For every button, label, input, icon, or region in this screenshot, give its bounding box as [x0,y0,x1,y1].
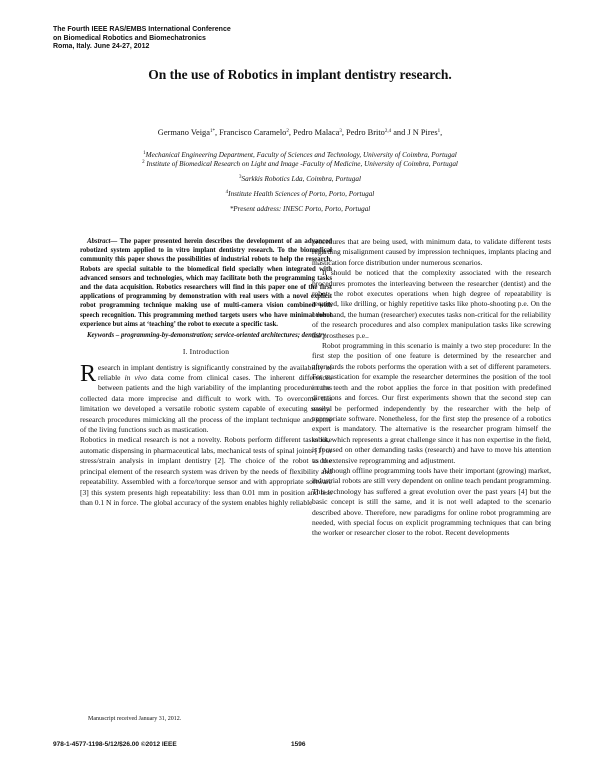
abstract [80,237,332,329]
drop-cap: R [80,360,97,387]
conference-line-2: on Biomedical Robotics and Biomechatronics [53,34,206,42]
author-name: Pedro Malaca [293,128,340,137]
affiliation-text: Mechanical Engineering Department, Faculty of Sciences and Technology, University of Coimbra, Portugal [145,151,457,159]
affiliation-sup: 3 [239,175,242,180]
affiliation-text: *Present address: INESC Porto, Porto, Portugal [229,205,371,213]
section-heading: I. Introduction [182,347,230,357]
affiliation-sup: 2 [142,160,145,165]
author-name: Francisco Caramelo [219,128,287,137]
footer-isbn: 978-1-4577-1198-5/12/$26.00 ©2012 IEEE [53,741,177,748]
author-sup: 1* [209,129,215,134]
left-column [80,237,332,508]
author-list: Germano Veiga$^{1*}$, Francisco Caramelo$^2$, Pedro Malaca$^3$, Pedro Brito$^{2,4}$ and J N Pires$^1$, [157,128,443,137]
author-sup: 2 [286,129,289,134]
author-sup: 1 [437,129,441,134]
affiliations [0,151,600,214]
author-name: Germano Veiga [157,128,210,137]
author-name: and J N Pires [393,128,438,137]
intro-text: esearch in implant dentistry is significantly constrained by the availability of reliable [98,362,332,383]
intro-emphasis: in vivo [124,373,147,383]
abstract-text: — The paper presented herein describes the development of an advanced robotized system applied to in vitro implant dentistry research. To the biomedical community this paper shows the possibilities of industrial robots to help the research. Robots are special suitable to the biomedical field specially when integrated with advanced sensors and technologies, which may facilitate both the programming tasks and the data acquisition. Robotics researchers will find in this paper one of the first applications of programming by demonstration with real users with a novel explicit robot programming technique making use of multi-camera vision combined with speech recognition. This programming method targets users who have minimal robot experience but aims at ‘teaching’ the robot to execute a specific task. [80,238,332,328]
affiliation [0,160,600,169]
body-paragraph: procedures that are being used, with minimum data, to validate different tests regarding misalignment caused by impression techniques, implants placing and mastication force distribution under numerous scenarios. [312,237,551,267]
author-sup: 2,4 [384,129,392,134]
author-name: Pedro Brito [346,128,385,137]
body-paragraph: It should be noticed that the complexity associated with the research procedures promotes the interleaving between the researcher (dentist) and the robot: the robot executes operations when high degree of repeatability is required, like drilling, or highly repetitive tasks like photo-shooting p.e. On the other hand, the human (researcher) executes tasks non-critical for the reliability of the research procedures and also complex manipulation tasks like screwing the prostheses p.e.. [312,268,551,340]
conference-header [53,26,353,52]
keywords-text: – programming-by-demonstration; service-oriented architectures; dentistry [115,332,326,340]
affiliation [0,151,600,160]
affiliation-text: Institute of Biomedical Research on Light and Image -Faculty of Medicine, University of Coimbra, Portugal [146,160,458,168]
affiliation-sup: 4 [225,190,229,195]
affiliation-sup: 1 [143,151,146,156]
conference-line-1: The Fourth IEEE RAS/EMBS International Conference [53,26,231,33]
intro-paragraph-1 [80,360,332,436]
keywords [80,331,332,340]
affiliation [0,175,600,184]
affiliation-text: Institute Health Sciences of Porto, Porto, Portugal [228,190,375,198]
intro-text: data come from clinical cases. The inherent differences between patients and the high variability of the implanting procedure turns collected data more imprecise and difficult to work with. To overcome this limitation we developed a versatile robotic system capable of executing several research procedures mimicking all the process of the implant technique and some of the living functions such as mastication. [80,373,332,435]
intro-paragraph-2: Robotics in medical research is not a novelty. Robots perform different tasks like automatic dispensing in pharmaceutical labs, mechanical tests of spinal joints [1] or stress/strain analysis in implant dentistry [2]. The choice of the robot as the principal element of the research system was driven by the needs of flexibility and repeatability. Assembled with a force/torque sensor and with appropriate software [3] this system presents high repeatability: less than 0.01 mm in position and less than 0.1 N in force. The global accuracy of the system enables highly reliable [80,435,332,507]
body-paragraph: Although offline programming tools have their important (growing) market, industrial robots are still very dependent on online teach pendant programming. This technology has suffered a great evolution over the past years [4] but the basic concept is still the same, and it is not well adapted to the scenario described above. Therefore, new paradigms for online robot programming are needed, with special focus on explicit programming techniques that can bring the worker or researcher closer to the robot. Recent developments [312,465,551,538]
affiliation [0,190,600,199]
author-sup: 3 [339,129,342,134]
manuscript-footnote: Manuscript received January 31, 2012. [88,716,182,722]
paper-title: On the use of Robotics in implant dentistry research. [148,67,452,82]
abstract-label: Abstract [87,238,111,245]
keywords-label: Keywords [87,332,115,340]
footer-page-number: 1596 [291,741,306,748]
right-column [312,237,551,539]
body-paragraph: Robot programming in this scenario is mainly a two step procedure: In the first step the position of one feature is determined by the researcher and afterwards the robots performs the operation with a set of different parameters. For mastication for example the researcher determines the position of the tool in the teeth and the robot applies the force in that position with predefined directions and forces. Our first experiments shown that the second step can easily be performed independently by the researcher with the help of appropriate software. Nonetheless, for the first step the presence of a robotics expert is mandatory. The alternative is the researcher program himself the robot, which represents a great challenge since it has non expertise in the field, is focused on other demanding tasks (research) and have to move his attention to do extensive reprogramming and adjustment. [312,341,551,465]
affiliation [0,205,600,214]
conference-line-3: Roma, Italy. June 24-27, 2012 [53,43,150,51]
affiliation-text: Sarkkis Robotics Lda, Coimbra, Portugal [241,175,361,183]
